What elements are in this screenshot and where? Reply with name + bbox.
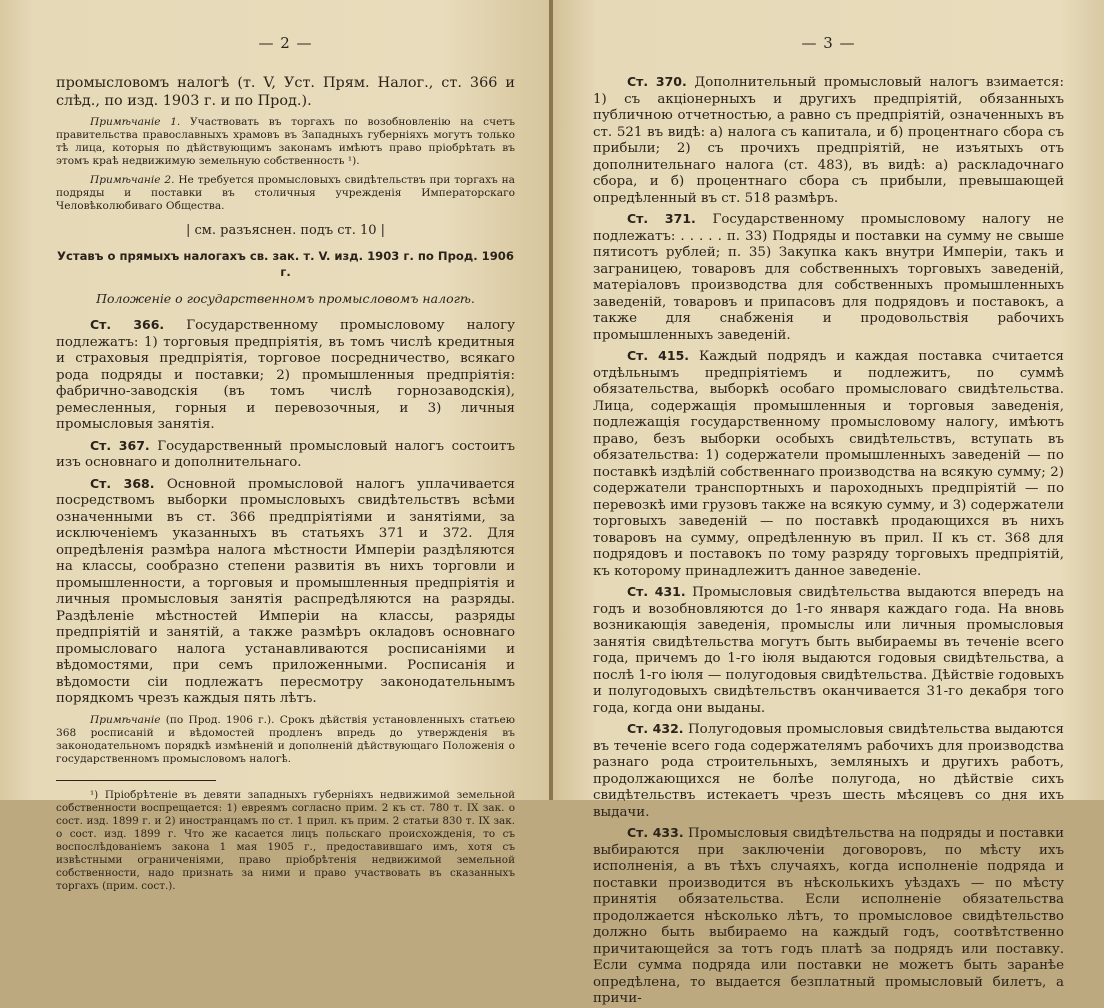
article-370-label: Ст. 370. bbox=[627, 74, 687, 89]
article-366 bbox=[56, 317, 515, 434]
article-371-label: Ст. 371. bbox=[627, 211, 696, 226]
cross-reference: | см. разъяснен. подъ ст. 10 | bbox=[185, 223, 386, 238]
article-366-text: Государственному промысловому налогу подлежатъ: 1) торговыя предпріятія, въ томъ числѣ кредитныя и страховыя предпріятія, торговое посредничество, всякаго рода подряды и поставки; 2) промышленныя предпріятія: фабрично-заводскія (въ томъ числѣ горнозаводскія), ремесленныя, горныя и перевозочныя, и 3) личныя промысловыя занятія. bbox=[56, 318, 515, 432]
article-433 bbox=[593, 825, 1064, 1008]
page-number-left: — 2 — bbox=[258, 34, 313, 52]
article-432 bbox=[593, 721, 1064, 821]
article-433-text: Промысловыя свидѣтельства на подряды и поставки выбираются при заключеніи договоровъ, по мѣсту ихъ исполненія, а въ тѣхъ случаяхъ, когда исполненіе подряда и поставки производится въ нѣсколькихъ уѣздахъ — по мѣсту принятія обязательства. Если исполненіе обязательства продолжается нѣсколько лѣтъ, то промысловое свидѣтельство должно быть выбираемо на каждый годъ, соотвѣтственно причитающейся за тотъ годъ платѣ за подрядъ или поставку. Если сумма подряда или поставки не можетъ быть заранѣе опредѣлена, то выдается безплатный промысловый билетъ, а причи- bbox=[593, 826, 1064, 1006]
article-368-text: Основной промысловой налогъ уплачивается посредствомъ выборки промысловыхъ свидѣтельствъ всѣми означенными въ ст. 366 предпріятіями и занятіями, за исключеніемъ указанныхъ въ статьяхъ 371 и 372. Для опредѣленія размѣра налога мѣстности Имперіи раздѣляются на классы, сообразно степени развитія въ нихъ торговли и промышленности, а торговыя и промышленныя предпріятія и личныя промысловыя занятія распредѣляются на разряды. Раздѣленіе мѣстностей Имперіи на классы, разряды предпріятій и занятій, а также размѣръ окладовъ основнаго промысловаго налога устанавливаются росписаніями и вѣдомостями, при семъ приложенными. Росписанія и вѣдомости сіи подлежатъ пересмотру законодательнымъ порядкомъ чрезъ каждыя пять лѣтъ. bbox=[56, 476, 515, 706]
intro-paragraph: промысловомъ налогѣ (т. V, Уст. Прям. Налог., ст. 366 и слѣд., по изд. 1903 г. и по Прод.). bbox=[56, 75, 515, 109]
note-3-label: Примѣчаніе bbox=[90, 713, 161, 726]
article-368 bbox=[56, 476, 515, 708]
note-2-text: Не требуется промысловыхъ свидѣтельствъ при торгахъ на подряды и поставки въ столичныя учрежденія Императорскаго Человѣколюбиваго Общества. bbox=[56, 174, 516, 212]
article-433-label: Ст. 433. bbox=[627, 825, 684, 840]
note-2-label: Примѣчаніе 2. bbox=[90, 174, 175, 186]
page-number-right: — 3 — bbox=[801, 34, 856, 52]
left-page-text bbox=[56, 74, 515, 893]
left-page bbox=[0, 0, 551, 892]
footnote-divider bbox=[56, 780, 216, 781]
right-page-text bbox=[593, 74, 1064, 1008]
article-432-label: Ст. 432. bbox=[627, 721, 684, 736]
article-367 bbox=[56, 438, 515, 472]
note-3-text: (по Прод. 1906 г.). Срокъ дѣйствія установленныхъ статьею 368 росписаній и вѣдомостей продленъ впредь до утвержденія въ законодательномъ порядкѣ измѣненій и дополненій дѣйствующаго Положенія о государственномъ промысловомъ налогѣ. bbox=[56, 713, 515, 765]
article-432-text: Полугодовыя промысловыя свидѣтельства выдаются въ теченіе всего года содержателямъ рабочихъ для производства разнаго рода строительныхъ, земляныхъ и другихъ работъ, продолжающихся не болѣе полугода, но дѣйствіе сихъ свидѣтельствъ истекаетъ чрезъ шесть мѣсяцевъ со дня ихъ выдачи. bbox=[593, 722, 1064, 820]
article-415-label: Ст. 415. bbox=[627, 348, 690, 363]
note-1 bbox=[56, 116, 515, 168]
article-371 bbox=[593, 211, 1064, 344]
article-367-label: Ст. 367. bbox=[90, 437, 150, 453]
article-367-text: Государственный промысловый налогъ состоитъ изъ основнаго и дополнительнаго. bbox=[56, 438, 515, 470]
article-370-text: Дополнительный промысловый налогъ взимается: 1) съ акціонерныхъ и другихъ предпріятій, обязанныхъ публичною отчетностью, а равно съ предпріятій, означенныхъ въ ст. 521 въ видѣ: а) налога съ капитала, и б) процентнаго сбора съ прибыли; 2) съ прочихъ предпріятій, не изъятыхъ отъ дополнительнаго налога (ст. 483), въ видѣ: а) раскладочнаго сбора, и б) процентнаго сбора съ прибыли, превышающей опредѣленный въ ст. 518 размѣръ. bbox=[593, 75, 1064, 206]
section-heading: Уставъ о прямыхъ налогахъ св. зак. т. V. изд. 1903 г. по Прод. 1906 г. bbox=[57, 248, 514, 279]
note-3 bbox=[56, 714, 515, 766]
article-366-label: Ст. 366. bbox=[90, 317, 165, 332]
note-2 bbox=[56, 174, 515, 213]
article-431 bbox=[593, 584, 1064, 717]
article-431-text: Промысловыя свидѣтельства выдаются впередъ на годъ и возобновляются до 1-го января каждаго года. На вновь возникающія заведенія, промыслы или личныя промысловыя занятія свидѣтельства могутъ быть выбираемы въ теченіе всего года, причемъ до 1-го іюля выдаются годовыя свидѣтельства, а послѣ 1-го іюля — полугодовыя свидѣтельства. Дѣйствіе годовыхъ и полугодовыхъ свидѣтельствъ оканчивается 31-го декабря того года, когда они выданы. bbox=[593, 585, 1064, 716]
right-page bbox=[553, 0, 1104, 1006]
article-415-text: Каждый подрядъ и каждая поставка считается отдѣльнымъ предпріятіемъ и подлежитъ, по суммѣ обязательства, выборкѣ особаго промысловаго свидѣтельства. Лица, содержащія промышленныя и торговыя заведенія, подлежащія государственному промысловому налогу, имѣютъ право, безъ выборки особыхъ свидѣтельствъ, вступать въ обязательства: 1) содержатели промышленныхъ заведеній — по поставкѣ издѣлій собственнаго производства на всякую сумму; 2) содержатели транспортныхъ и пароходныхъ предпріятій — по перевозкѣ ими грузовъ также на всякую сумму, и 3) содержатели торговыхъ заведеній — по поставкѣ продающихся въ нихъ товаровъ на сумму, опредѣленную въ прил. II къ ст. 368 для подрядовъ и поставокъ по тому разряду торговыхъ предпріятій, къ которому принадлежитъ данное заведеніе. bbox=[593, 349, 1064, 579]
article-431-label: Ст. 431. bbox=[627, 584, 686, 599]
article-371-text: Государственному промысловому налогу не подлежатъ: . . . . . п. 33) Подряды и поставки на сумму не свыше пятисотъ рублей; п. 35) Закупка какъ внутри Имперіи, такъ и заграницею, товаровъ для собственныхъ торговыхъ заведеній, матеріаловъ производства для собственныхъ промышленныхъ заведеній, товаровъ и припасовъ для подрядовъ и поставокъ, а также для снабженія и продовольствія рабочихъ промышленныхъ заведеній. bbox=[593, 212, 1064, 343]
note-1-label: Примѣчаніе 1. bbox=[90, 116, 181, 128]
section-subheading: Положеніе о государственномъ промысловомъ налогѣ. bbox=[96, 290, 475, 306]
article-370 bbox=[593, 74, 1064, 207]
footnote: ¹) Пріобрѣтеніе въ девяти западныхъ губерніяхъ недвижимой земельной собственности воспрещается: 1) евреямъ согласно прим. 2 къ ст. 780 т. IX зак. о сост. изд. 1899 г. и 2) иностранцамъ по ст. 1 прил. къ прим. 2 статьи 830 т. IX зак. о сост. изд. 1899 г. Что же касается лицъ польскаго происхожденія, то съ воспослѣдованіемъ закона 1 мая 1905 г., предоставившаго имъ, хотя съ извѣстными ограниченіями, право пріобрѣтенія недвижимой земельной собственности, надо признать за ними и право участвовать въ сказанныхъ торгахъ (прим. сост.). bbox=[56, 788, 515, 892]
article-368-label: Ст. 368. bbox=[90, 475, 155, 491]
note-1-text: Участвовать въ торгахъ по возобновленію на счетъ правительства православныхъ храмовъ въ Западныхъ губерніяхъ могутъ только тѣ лица, которыя по дѣйствующимъ законамъ имѣютъ право пріобрѣтать въ этомъ краѣ недвижимую земельную собственность ¹). bbox=[56, 116, 515, 167]
article-415 bbox=[593, 348, 1064, 580]
